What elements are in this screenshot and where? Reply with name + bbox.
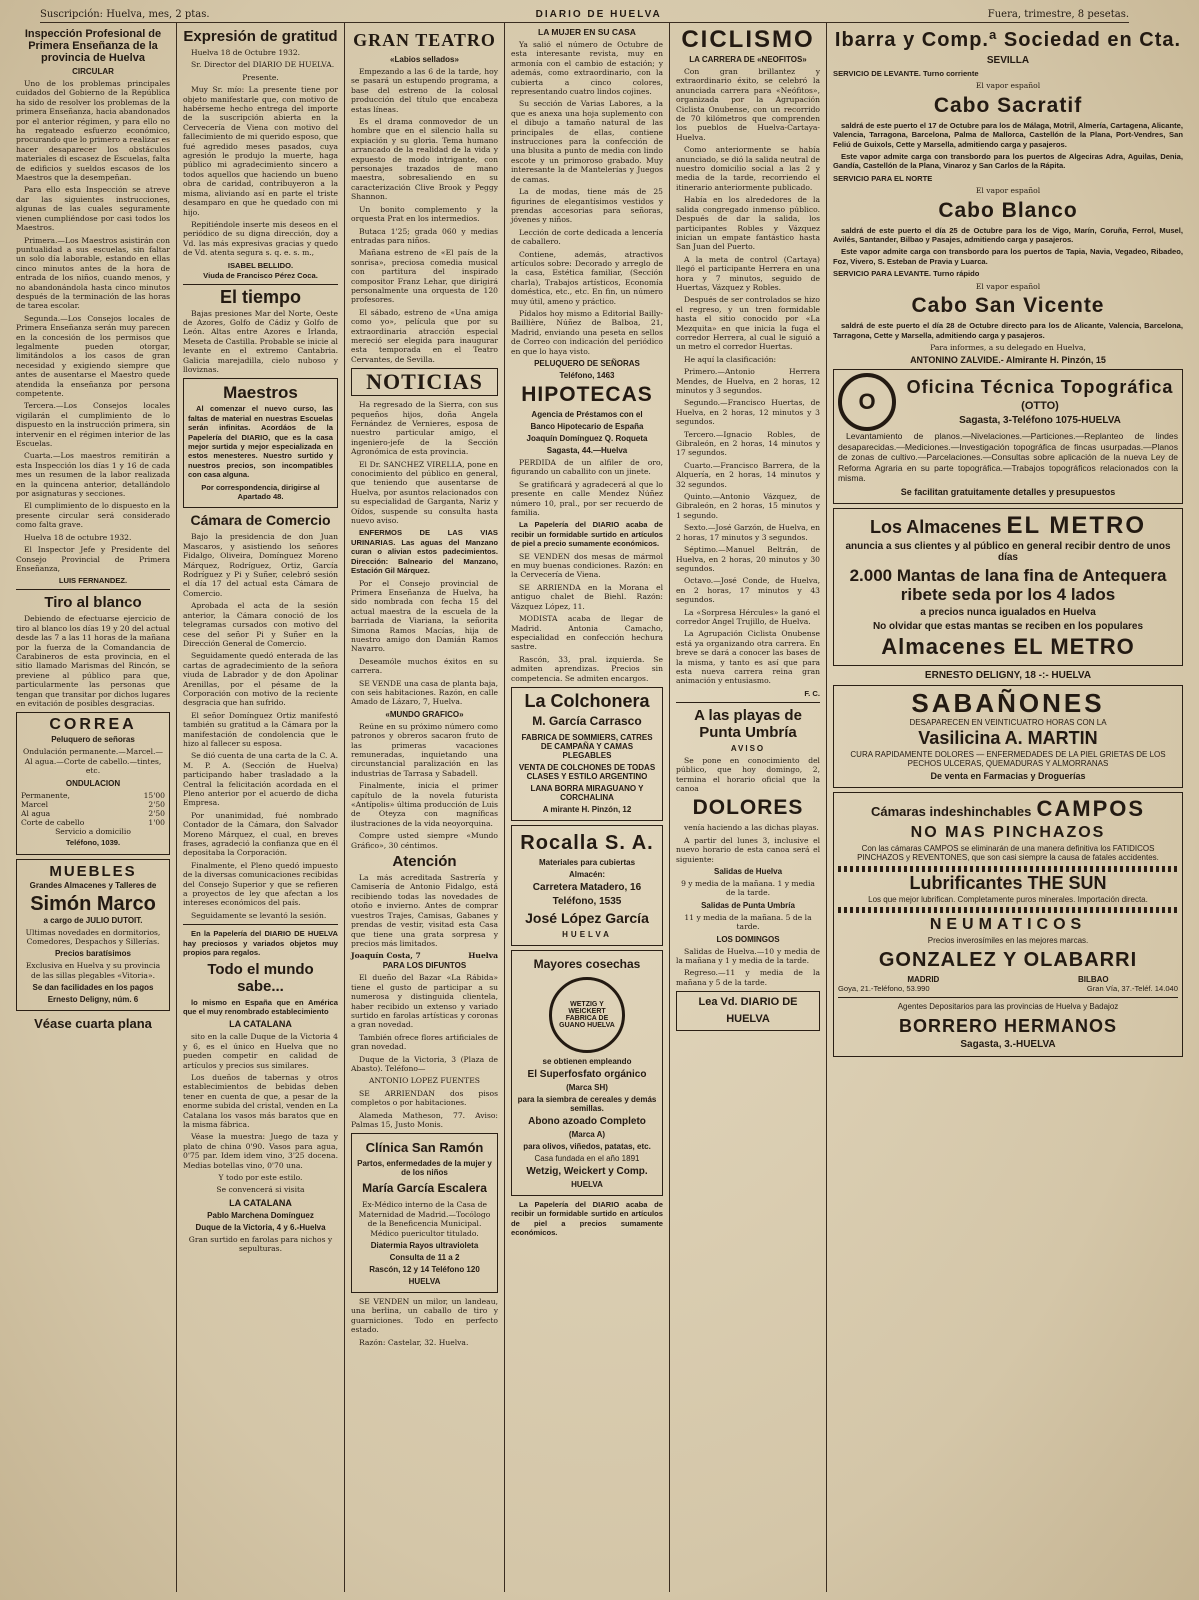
servicio-2: SERVICIO PARA EL NORTE bbox=[833, 173, 933, 183]
hipotecas-name: Joaquín Domínguez Q. Roqueta bbox=[526, 434, 648, 443]
ship1-text: saldrá de este puerto el 17 de Octubre para los de Málaga, Motril, Almería, Cartagena, Alicante, Valencia, Tarragona, Barcelona, Palma de Mallorca, Castellón de la Plana, Port-Vendres, San Feliú de Guixols, Cette y Marsella, admitiendo carga y pasajeros. bbox=[833, 120, 1183, 149]
circular-p1: Uno de los problemas principales cuidados del Gobierno de la República ha sido de resolver los problemas de la primera Enseñanza, hacia abandonados por el anterior régimen, y para ello no ha regateado esfuerzo económico, procurando que lo primero a realizar es hacer desaparecer los obstáculos materiales di escasez de Escuelas, falta de edificios y sueldos escasos de los Maestros que la desempeñan. bbox=[16, 79, 170, 183]
hipotecas-bank: Banco Hipotecario de España bbox=[530, 422, 644, 431]
metro-heading bbox=[838, 512, 1178, 540]
gratitud-p2: Repitiéndole inserte mis deseos en el periódico de su digna dirección, doy a Vd. las más expresivas gracias y quedo de Vd. atenta segura s. q. e. s. m., bbox=[183, 219, 338, 258]
masthead bbox=[40, 6, 1129, 23]
peluquero-phone: Teléfono, 1463 bbox=[559, 371, 615, 380]
mujer-p5: Contiene, además, atractivos artículos sobre: Decorado y arreglo de la casa, Estética familiar, (Sección charla), Trabajos artísticos, Economía doméstica, etc., etc. En fin, un número muy útil, ameno y práctico. bbox=[511, 249, 663, 306]
servicio-1: SERVICIO DE LEVANTE. Turno corriente bbox=[833, 69, 979, 78]
difuntos-addr: Duque de la Victoria, 3 (Plaza de Abasto). Teléfono— bbox=[351, 1054, 498, 1073]
circular-signature: LUIS FERNANDEZ. bbox=[58, 576, 128, 586]
ibarra-city: SEVILLA bbox=[986, 55, 1030, 66]
vapor-1: El vapor español bbox=[975, 81, 1041, 91]
catalana-p3: Véase la muestra: Juego de taza y plato de china 0'90. Vasos para agua, 0'75 par. Idem idem vino, 3'25 docena. Medias botellas vino, 0'70 una. bbox=[183, 1132, 338, 1170]
colchonera-text: FABRICA DE SOMMIERS, CATRES DE CAMPAÑA Y CAMAS PLEGABLES bbox=[521, 732, 653, 760]
hipotecas-title: HIPOTECAS bbox=[521, 383, 653, 406]
playas-title: A las playas de Punta Umbría bbox=[694, 706, 802, 741]
circular-date: Huelva 18 de octubre 1932. bbox=[24, 532, 132, 542]
result-8: Octavo.—José Conde, de Huelva, en 2 horas, 17 minutos y 43 segundos. bbox=[676, 576, 820, 605]
salidas-huelva: Salidas de Huelva bbox=[713, 867, 783, 877]
noticia-7: Reúne en su próximo número como patronos y obreros sacaron fruto de las primeras vacaciones remuneradas, inquietando una circunstancial paralización en las industrias de Tarrasa y Sabadell. bbox=[351, 721, 498, 778]
metro-p1: anuncia a sus clientes y al público en general recibir dentro de unos días bbox=[845, 540, 1171, 563]
colchonera-title: La Colchonera bbox=[524, 690, 650, 711]
camara-title: Cámara de Comercio bbox=[190, 512, 331, 529]
ciclismo-p3: Había en los alrededores de la salida congregado inmenso público. Después de dar la salida, los participantes Robles y Vázquez inician un empate fantástico hasta San Juan del Puerto. bbox=[676, 195, 820, 252]
result-1: Primero.—Antonio Herrera Mendes, de Huelva, en 2 horas, 12 minutos y 3 segundos. bbox=[676, 367, 820, 395]
vapor-2: El vapor español bbox=[975, 186, 1041, 196]
price-row: Marcel 2'50 bbox=[21, 799, 165, 809]
ship-cabo-blanco: Cabo Blanco bbox=[938, 198, 1078, 222]
cosechas-p3: (Marca SH) bbox=[566, 1082, 608, 1092]
cosechas-p8: Casa fundada en el año 1891 bbox=[534, 1153, 640, 1163]
result-5: Quinto.—Antonio Vázquez, de Gibraleón, en 2 horas, 15 minutos y 1 segundo. bbox=[676, 492, 820, 520]
domingos-label: LOS DOMINGOS bbox=[716, 934, 780, 944]
hipotecas-sub: Agencia de Préstamos con el bbox=[531, 410, 643, 419]
cosechas-p5: Abono azoado Completo bbox=[528, 1115, 646, 1127]
noticia-9: Compre usted siempre «Mundo Gráfico», 30 céntimos. bbox=[351, 831, 498, 850]
catalana-p2: Los dueños de tabernas y otros establecimientos de bebidas deben tener en cuenta de que, a pesar de la enorme subida del cristal, venden en La Catalana los vasos más baratos que en la misma fábrica. bbox=[183, 1072, 338, 1129]
teatro-title: GRAN TEATRO bbox=[353, 30, 496, 50]
regreso-times: Regreso.—11 y media de la mañana y 5 de la tarde. bbox=[676, 968, 820, 987]
gratitud-signature2: Viuda de Francisco Pérez Coca. bbox=[203, 270, 318, 280]
metro-footer: Almacenes EL METRO bbox=[881, 633, 1135, 659]
catalana-p1: sito en la calle Duque de la Victoria 4 y 6, es el único en Huelva que no pueden competir en calidad de artículos y precios sus similares. bbox=[183, 1032, 338, 1070]
difuntos-text2: También ofrece flores artificiales de gran novedad. bbox=[351, 1032, 498, 1052]
clinica-addr: Rascón, 12 y 14 Teléfono 120 bbox=[369, 1265, 480, 1275]
ondulacion-prices bbox=[21, 791, 165, 827]
metro-p4: No olvidar que estas mantas se reciben en los populares bbox=[872, 620, 1144, 632]
arriendan-addr: Alameda Matheson, 77. Aviso: Palmas 15, Justo Monis. bbox=[351, 1110, 498, 1129]
cosechas-p4: para la siembra de cereales y demás semillas. bbox=[517, 1094, 657, 1113]
cosechas-p6: (Marca A) bbox=[568, 1129, 606, 1139]
todo-title: Todo el mundo sabe... bbox=[207, 960, 314, 995]
clinica-extra: Diatermia Rayos ultravioleta bbox=[370, 1241, 479, 1251]
neumaticos-title: NEUMATICOS bbox=[929, 916, 1087, 934]
tiempo-text: Bajas presiones Mar del Norte, Oeste de Azores, Golfo de Cádiz y Golfo de León. Altas entre Azores e Irlanda, Meseta de Castilla. Probable se inicie al levante en el extremo Cantabria. Galicia marejadilla, cielo nuboso y lloviznas. bbox=[183, 308, 338, 374]
campos-ad bbox=[833, 792, 1183, 1058]
modista-text: MODISTA acaba de llegar de Madrid. Antonia Camacho, especialidad en confección hechura sastre. bbox=[511, 614, 663, 652]
ondulacion-title: ONDULACION bbox=[65, 778, 121, 788]
result-3: Tercero.—Ignacio Robles, de Gibraleón, en 2 horas, 14 minutos y 17 segundos. bbox=[676, 429, 820, 458]
catalana-footer: Gran surtido en farolas para nichos y sepulturas. bbox=[188, 1234, 333, 1254]
gonzalez-cities: MADRID BILBAO bbox=[907, 975, 1109, 985]
camara-p5: Se dió cuenta de una carta de la C. A. M. P. A. (Sección de Huelva) participando haber trasladado a la Central la felicitación acordada en el Pleno anterior por el acuerdo de dicha Empresa. bbox=[183, 751, 338, 808]
masthead-title: DIARIO DE HUELVA bbox=[535, 8, 662, 20]
ciclismo-p2: Como anteriormente se había anunciado, se dió la salida neutral de nuestro domicilio social a las 2 y media de la tarde, recorriendo el itinerario anteriormente publicado. bbox=[676, 145, 820, 192]
colchonera-text2: VENTA DE COLCHONES DE TODAS CLASES Y ESTILO ARGENTINO bbox=[518, 762, 656, 781]
noticias-header bbox=[351, 368, 498, 396]
divider bbox=[838, 997, 1178, 998]
circular-title: Inspección Profesional de Primera Enseñanza de la provincia de Huelva bbox=[24, 28, 162, 64]
difuntos-owner: ANTONIO LOPEZ FUENTES bbox=[369, 1076, 480, 1086]
oficina-addr: Sagasta, 3-Teléfono 1075-HUELVA bbox=[959, 415, 1121, 427]
ship2-text: saldrá de este puerto el día 25 de Octubre para los de Vigo, Marín, Coruña, Ferrol, Musel, Avilés, Santander, Bilbao y Pasajes, admitiendo carga y pasajeros. bbox=[833, 225, 1183, 245]
gonzalez-title: GONZALEZ Y OLABARRI bbox=[878, 949, 1138, 972]
clinica-consult: Consulta de 11 a 2 bbox=[389, 1253, 460, 1263]
ciclismo-p1: Con gran brillantez y extraordinario éxito, se celebró la anunciada carrera para «Neófitos», organizada por la Agrupación Ciclista Onubense, con un recorrido de 70 kilómetros que comprenden los pueblos de Huelva-Cartaya-Huelva. bbox=[676, 67, 820, 142]
modista-text2: Rascón, 33, pral. izquierda. Se admiten aprendizas. Precios sin competencia. Se admiten encargos. bbox=[511, 654, 663, 683]
ciclismo-sub: LA CARRERA DE «NEOFITOS» bbox=[689, 55, 807, 64]
servicio-3: SERVICIO PARA LEVANTE. Turno rápido bbox=[833, 269, 980, 279]
camara-p8: Seguidamente se levantó la sesión. bbox=[191, 910, 327, 920]
vende-text: SE VENDEN un milor, un landeau, una berlina, un caballo de tiro y guarniciones. Todo en perfecto estado. bbox=[351, 1297, 498, 1335]
mujer-title: LA MUJER EN SU CASA bbox=[538, 27, 636, 37]
teatro-p5: Mañana estreno de «El país de la sonrisa», preciosa comedia musical con partitura del inspirado compositor Franz Lehar, que dirigirá personalmente una orquesta de 120 profesores. bbox=[351, 248, 498, 305]
column-5 bbox=[670, 22, 827, 1592]
rocalla-phone: Teléfono, 1535 bbox=[552, 895, 622, 907]
tiro-title: Tiro al blanco bbox=[44, 594, 142, 612]
catalana-title: LA CATALANA bbox=[229, 1019, 292, 1030]
papeleria-footer: La Papelería del DIARIO acaba de recibir un formidable surtido en artículos de piel a precios sumamente económicos. bbox=[511, 1199, 663, 1238]
noticia-1: Ha regresado de la Sierra, con sus pequeños hijos, doña Angela Fernández de Vernieres, esposa de nuestro particular amigo, el ingeniero-jefe de la Sección Agronómica de esta provincia. bbox=[351, 400, 498, 457]
result-2: Segundo.—Francisco Huertas, de Huelva, en 2 horas, 12 minutos y 3 segundos. bbox=[676, 398, 820, 427]
papeleria-text: La Papelería del DIARIO acaba de recibir un formidable surtido en artículos de piel a precio sumamente económicos. bbox=[511, 520, 663, 549]
difuntos-text: El dueño del Bazar «La Rábida» tiene el gusto de participar a su numerosa y distinguida clientela, haber recibido un extenso y variado surtido en farolas artísticas y coronas a gran novedad. bbox=[351, 973, 498, 1030]
circular-p2: Para ello esta Inspección se atreve dar las siguientes instrucciones, algunas de las cuales seguramente vienen cumpliéndose por casi todos los Maestros. bbox=[16, 185, 170, 233]
column-2 bbox=[177, 22, 345, 1592]
ciclismo-p7: La Agrupación Ciclista Onubense está ya organizando otra carrera. En breve se dará a conocer las bases de la misma, y tanto es así que para esta nueva carrera reina gran animación y entusiasmo. bbox=[676, 629, 820, 686]
colchonera-name: M. García Carrasco bbox=[532, 713, 642, 728]
sabanones-name: Vasilicina A. MARTIN bbox=[918, 727, 1098, 748]
salidas-huelva-times: 9 y media de la mañana. 1 y media de la tarde. bbox=[681, 879, 815, 898]
sun-text: Los que mejor lubrifican. Completamente puros minerales. Importación directa. bbox=[868, 894, 1148, 904]
cosechas-p7: para olivos, viñedos, patatas, etc. bbox=[523, 1141, 651, 1151]
sabanones-title: SABAÑONES bbox=[911, 687, 1105, 718]
playas-p2: venía haciendo a las dichas playas. bbox=[684, 823, 819, 833]
cosechas-name: Wetzig, Weickert y Comp. bbox=[526, 1165, 648, 1177]
see-fourth-page: Véase cuarta plana bbox=[34, 1016, 152, 1032]
ibarra-title: Ibarra y Comp.ª Sociedad en Cta. bbox=[834, 29, 1182, 51]
divider bbox=[183, 924, 338, 925]
gonzalez-addresses: Goya, 21.-Teléfono, 53.990 Gran Vía, 37.-Teléf. 14.040 bbox=[838, 984, 1178, 994]
rocalla-addr: Carretera Matadero, 16 bbox=[532, 881, 642, 893]
muebles-sub: Grandes Almacenes y Talleres de bbox=[29, 880, 157, 890]
papeleria-text: En la Papelería del DIARIO DE HUELVA hay preciosos y variados objetos muy propios para regalos. bbox=[183, 929, 338, 958]
wetzig-seal: WETZIG Y WEICKERT FABRICA DE GUANO HUELVA bbox=[549, 977, 625, 1053]
teatro-p4: Butaca 1'25; grada 060 y medias entradas para niños. bbox=[351, 226, 498, 245]
ship2-text2: Este vapor admite carga con transbordo para los puertos de Tapia, Navia, Vegadeo, Ribadeo, Foz, Vivero, S. Esteban de Pravia y Luarca. bbox=[833, 247, 1183, 266]
maestros-footer: Por correspondencia, dirigirse al Apartado 48. bbox=[201, 482, 320, 502]
campos-sub: NO MAS PINCHAZOS bbox=[910, 823, 1106, 841]
muebles-cargo: a cargo de JULIO DUTOIT. bbox=[43, 915, 143, 925]
perdida-text2: Se gratificará y agradecerá al que lo presente en calle Mendez Núñez número 10, pral., por ser recuerdo de familia. bbox=[511, 479, 663, 518]
arriendan-text: SE ARRIENDAN dos pisos completos o por habitaciones. bbox=[351, 1088, 498, 1108]
atencion-title: Atención bbox=[392, 853, 457, 871]
metro-p3: a precios nunca igualados en Huelva bbox=[920, 606, 1096, 618]
tiempo-title: El tiempo bbox=[219, 286, 301, 307]
clinica-sub: Partos, enfermedades de la mujer y de los niños bbox=[357, 1159, 492, 1178]
sabanones-footer: De venta en Farmacias y Droguerías bbox=[930, 770, 1086, 781]
mujer-p2: Su sección de Varias Labores, a la que es anexa una hoja suplemento con el dibujo a tamaño natural de las principales de ellas, contiene instrucciones para la confección de una blusita a punto de media con lindo escote y un primoroso grabado. Muy interesante la de Mantelerías y Juegos de camas. bbox=[511, 99, 663, 184]
cosechas-city: HUELVA bbox=[571, 1179, 603, 1189]
noticia-3: ENFERMOS DE LAS VIAS URINARIAS. Las aguas del Manzano curan o alivian estos padecimientos. Dirección: Balneario del Manzano, Estación Gil Márquez. bbox=[351, 528, 498, 576]
salidas-punta: Salidas de Punta Umbría bbox=[701, 900, 795, 910]
noticia-8: Finalmente, inicia el primer capítulo de la novela futurista «Antípolis» última producción de Luis de Oteyza con magníficas ilustraciones de la vida neoyorquina. bbox=[351, 781, 498, 828]
muebles-facil: Se dan facilidades en los pagos bbox=[32, 983, 154, 993]
noticia-2: El Dr. SANCHEZ VIRELLA, pone en conocimiento del público en general, que teniendo que ausentarse de Huelva, por asuntos relacionados con su especialidad de Garganta, Nariz y Oídos, suspende su consulta hasta nuevo aviso. bbox=[351, 459, 498, 526]
result-4: Cuarto.—Francisco Barrera, de la Alquería, en 2 horas, 14 minutos y 32 segundos. bbox=[676, 460, 820, 489]
gratitud-salutation: Sr. Director del DIARIO DE HUELVA. bbox=[191, 60, 335, 70]
clinica-city: HUELVA bbox=[408, 1277, 441, 1287]
borrero-title: BORRERO HERMANOS bbox=[898, 1016, 1117, 1037]
divider bbox=[16, 589, 170, 590]
muebles-text: Ultimas novedades en dormitorios, Comedores, Despachos y Sillerías. bbox=[25, 927, 161, 946]
campos-text: Con las cámaras CAMPOS se eliminarán de una manera definitiva los FATIDICOS PINCHAZOS y REVENTONES, que son casi siempre la causa de fatales accidentes. bbox=[857, 843, 1159, 863]
vende-mesas: SE VENDEN dos mesas de mármol en muy buenas condiciones. Razón: en la Cervecería de Viena. bbox=[511, 551, 663, 580]
muebles-excl: Exclusiva en Huelva y su provincia de las sillas plegables «Vitoria». bbox=[25, 961, 161, 980]
columns bbox=[10, 22, 1189, 1592]
muebles-ad bbox=[16, 859, 170, 1012]
camara-p6: Por unanimidad, fué nombrado Contador de la Cámara, don Salvador Moreno Márquez, el cual, en breves frases, agradeció la confianza que en él depositaba la Corporación. bbox=[183, 810, 338, 858]
aviso-label: AVISO bbox=[730, 743, 766, 753]
circular-p7: El cumplimiento de lo dispuesto en la presente circular será considerado como falta grave. bbox=[16, 501, 170, 530]
arrienda-text: SE ARRIENDA en la Morana el antiguo chalet de Biehl. Razón: Vázquez López, 11. bbox=[511, 582, 663, 611]
metro-addr: ERNESTO DELIGNY, 18 -:- HUELVA bbox=[924, 669, 1092, 681]
campos-title-b: CAMPOS bbox=[1036, 795, 1146, 821]
noticia-5: Deseamóle muchos éxitos en su carrera. bbox=[351, 656, 498, 676]
teatro-p1: Empezando a las 6 de la tarde, hoy se pasará un estupendo programa, a base del estreno de la colosal producción del título que encabeza estas líneas. bbox=[351, 67, 498, 114]
price-row: Corte de cabello 1'00 bbox=[21, 817, 165, 827]
maestros-text: Al comenzar el nuevo curso, las faltas de material en nuestras Escuelas serán infinitas. Acordáos de la Papelería del DIARIO, que es la casa mejor surtida y mejor especializada en estos menesteres. Nuestro surtido y nuestros precios, son incompatibles con casa alguna. bbox=[188, 404, 333, 480]
clinica-title: Clínica San Ramón bbox=[365, 1140, 484, 1156]
muebles-addr: Ernesto Deligny, núm. 6 bbox=[47, 995, 139, 1005]
colchonera-ad bbox=[511, 687, 663, 821]
teatro-p6: El sábado, estreno de «Una amiga como yo», película que por su extraordinaria atracción especial mereció ser elegida para inaugurar esta temporada en el Teatro Cervantes, de Sevilla. bbox=[351, 307, 498, 364]
mundo-title: «MUNDO GRAFICO» bbox=[385, 709, 464, 719]
maestros-title: Maestros bbox=[223, 383, 298, 403]
rocalla-title: Rocalla S. A. bbox=[520, 831, 654, 854]
teatro-p2: Es el drama conmovedor de un hombre que en el silencio halla su expiación y su gloria. Tema humano arrancado de la realidad de la vida y expuesto de modo intrigante, con personajes trazados de mano maestra, sobresaliendo en su caracterización Clive Brook y Peggy Shannon. bbox=[351, 117, 498, 202]
salidas-punta-times: 11 y media de la mañana. 5 de la tarde. bbox=[684, 912, 812, 932]
borrero-addr: Sagasta, 3.-HUELVA bbox=[960, 1039, 1056, 1051]
muebles-prices: Precios baratísimos bbox=[54, 949, 132, 959]
rocalla-ad bbox=[511, 825, 663, 946]
noticias-title: NOTICIAS bbox=[366, 369, 483, 395]
result-7: Séptimo.—Manuel Beltrán, de Huelva, en 2 horas, 20 minutos y 30 segundos. bbox=[676, 545, 820, 573]
peluquero-title: PELUQUERO DE SEÑORAS bbox=[534, 359, 640, 368]
circular-p6: Cuarta.—Los maestros remitirán a esta Inspección los días 1 y 16 de cada mes un resumen de la labor realizada en la quincena anterior, detallándolo por asignaturas y secciones. bbox=[16, 451, 170, 499]
hipotecas-addr: Sagasta, 44.—Huelva bbox=[546, 446, 628, 455]
catalana-title2: LA CATALANA bbox=[229, 1197, 292, 1208]
gonzalez-agents: Agentes Depositarios para las provincias de Huelva y Badajoz bbox=[897, 1002, 1119, 1012]
domingos-times: Salidas de Huelva.—10 y media de la mañana y 1 y media de la tarde. bbox=[676, 946, 820, 966]
mujer-p1: Ya salió el número de Octubre de esta interesante revista, muy en armonía con el cambio de estación; y además, como extraordinario, con la cubierta a cinco colores, representando cuatro lindos cojines. bbox=[511, 40, 663, 97]
sun-title: Lubrificantes THE SUN bbox=[909, 872, 1107, 893]
masthead-subscription: Suscripción: Huelva, mes, 2 ptas. bbox=[40, 8, 210, 20]
price-row: Permanente, 15'00 bbox=[21, 790, 165, 800]
gratitud-date: Huelva 18 de Octubre 1932. bbox=[191, 48, 301, 57]
metro-title-b: EL METRO bbox=[1006, 511, 1147, 539]
ship-cabo-san-vicente: Cabo San Vicente bbox=[911, 294, 1105, 318]
price-row: Al agua 2'50 bbox=[21, 808, 165, 818]
column-1 bbox=[10, 22, 177, 1592]
correa-title: CORREA bbox=[49, 716, 137, 734]
tiro-text: Debiendo de efectuarse ejercicio de tiro al blanco los días 19 y 20 del actual desde las 7 a las 11 horas de la mañana por la fuerza de la Comandancia de Carabineros de esta provincia, en el sitio llamado Marismas del Rincón, se previene al público para que, particularmente las personas que tengan que transitar por dichos lugares en evitación de posibles desgracias. bbox=[16, 614, 170, 708]
correa-text: Ondulación permanente.—Marcel.—Al agua.—Corte de cabello.—tintes, etc. bbox=[22, 747, 164, 776]
teatro-p3: Un bonito complemento y la orquesta Prat en los intermedios. bbox=[351, 204, 498, 224]
results-title: He aquí la clasificación: bbox=[684, 354, 777, 364]
oficina-heading bbox=[902, 375, 1178, 429]
colchonera-addr: A mirante H. Pinzón, 12 bbox=[542, 804, 632, 814]
masthead-price: Fuera, trimestre, 8 pesetas. bbox=[987, 8, 1129, 20]
playas-p3: A partir del lunes 3, inclusive el nuevo horario de esta canoa será el siguiente: bbox=[676, 835, 820, 864]
clinica-text: Ex-Médico interno de la Casa de Maternidad de Madrid.—Tocólogo de la Beneficencia Municipal. Médico puericultor titulado. bbox=[358, 1200, 491, 1238]
column-6 bbox=[827, 22, 1189, 1592]
catalana-p4: Y todo por este estilo. bbox=[218, 1173, 303, 1182]
informes: Para informes, a su delegado en Huelva, bbox=[930, 342, 1086, 352]
gratitud-presente: Presente. bbox=[242, 72, 279, 82]
muebles-title: MUEBLES bbox=[49, 862, 137, 880]
column-3 bbox=[345, 22, 505, 1592]
oficina-title: Oficina Técnica Topográfica bbox=[906, 377, 1174, 398]
divider bbox=[838, 907, 1178, 913]
colchonera-text3: LANA BORRA MIRAGUANO Y CORCHALINA bbox=[530, 783, 644, 802]
clinica-name: María García Escalera bbox=[362, 1181, 487, 1196]
ship3-text: saldrá de este puerto el día 28 de Octubre directo para los de Alicante, Valencia, Barcelona, Tarragona, Cette y Marsella, admitiendo carga y pasajeros. bbox=[833, 321, 1183, 340]
sabanones-ad bbox=[833, 685, 1183, 788]
column-4 bbox=[505, 22, 670, 1592]
campos-heading bbox=[838, 796, 1178, 822]
circular-p4: Segunda.—Los Consejos locales de Primera Enseñanza serán muy parecen en la concesión de los permisos que legalmente pueden otorgar, limitándolos a los casos de gran necesidad y exigiendo siempre que antes de ausentarse el Maestro quede atendida la enseñanza por persona competente. bbox=[16, 313, 170, 398]
ship1-text2: Este vapor admite carga con transbordo para los puertos de Algeciras Adra, Aguilas, Denia, Gandía, Castellón de la Plana, Vinaroz y San Carlos de la Rápita. bbox=[833, 152, 1183, 171]
camara-p7: Finalmente, el Pleno quedó impuesto de la diversas comunicaciones recibidas del Consejo Superior y que se refieren a proyectos de ley que afectan a los intereses económicos del país. bbox=[183, 860, 338, 908]
gratitud-p1: Muy Sr. mío: La presente tiene por objeto manifestarle que, con motivo de habérseme hecho entrega del importe de la suscripción abierta en la Cervecería de Viena con motivo del fallecimiento de mi querido esposo, que fué agredido meses pasados, cuya agresión le produjo la muerte, haga público mi agradecimiento sincero a todos aquellos que haciendo un bueno obra de caridad, contribuyeron a la misma, aliviando así en parte el triste desamparo en que he quedado con mi hijo. bbox=[183, 85, 338, 217]
divider bbox=[183, 284, 338, 285]
ciclismo-p5: Después de ser controlados se hizo el regreso, y un tren formidable hasta el sitio conocido por «La Mezquita» en que inicia la fuga el corredor Herrera, al cual le siguió a un metro el corredor Huertas. bbox=[676, 295, 820, 352]
teatro-sub: «Labios sellados» bbox=[390, 55, 459, 64]
result-6: Sexto.—José Garzón, de Huelva, en 2 horas, 17 minutos y 3 segundos. bbox=[676, 523, 820, 542]
atencion-text: La más acreditada Sastrería y Camisería de Antonio Fidalgo, está recibiendo todas las novedades de otoño e invierno. Antes de comprar vuestros Trajes, Camisas, Gabanes y prendas de vestir, visitad esta Casa que tiene una grata sorpresa y precios más limitados. bbox=[351, 873, 498, 948]
oficina-footer: Se facilitan gratuitamente detalles y presupuestos bbox=[900, 486, 1116, 497]
ciclismo-p4: A la meta de control (Cartaya) llegó el participante Herrera en una hora y 7 minutos, seguido de Huertas, Vázquez y Robles. bbox=[676, 254, 820, 292]
cosechas-ad bbox=[511, 950, 663, 1196]
mujer-p3: La de modas, tiene más de 25 figurines de elegantísimos vestidos y prendas accesorias para señoras, jóvenes y niños. bbox=[511, 187, 663, 225]
correa-phone: Teléfono, 1039. bbox=[65, 837, 121, 847]
informes-name: ANTONINO ZALVIDE.- Almirante H. Pinzón, 15 bbox=[910, 355, 1106, 366]
metro-p2: 2.000 Mantas de lana fina de Antequera ribete seda por los 4 lados bbox=[849, 565, 1167, 604]
oficina-sub: (OTTO) bbox=[1021, 400, 1059, 413]
vapor-3: El vapor español bbox=[975, 281, 1041, 291]
otto-logo-icon: O bbox=[838, 373, 896, 431]
neumaticos-text: Precios inverosímiles en las mejores marcas. bbox=[927, 936, 1089, 946]
dolores-name: DOLORES bbox=[692, 796, 804, 820]
metro-ad bbox=[833, 508, 1183, 666]
maestros-ad bbox=[183, 378, 338, 508]
circular-sig-line: El Inspector Jefe y Presidente del Consejo Provincial de Primera Enseñanza, bbox=[16, 545, 170, 573]
cosechas-p2: El Superfosfato orgánico bbox=[527, 1068, 647, 1080]
catalana-p5: Se convencerá si visita bbox=[216, 1185, 305, 1195]
mujer-p4: Lección de corte dedicada a lencería de caballero. bbox=[511, 227, 663, 247]
oficina-ad bbox=[833, 369, 1183, 504]
ship-cabo-sacratif: Cabo Sacratif bbox=[933, 93, 1083, 117]
noticia-6: SE VENDE una casa de planta baja, con seis habitaciones. Razón, en calle Amado de Lázaro, 7, Huelva. bbox=[351, 678, 498, 707]
difuntos-title: PARA LOS DIFUNTOS bbox=[382, 961, 467, 971]
camara-p3: Seguidamente quedó enterada de las cartas de agradecimiento de la señora viuda de Labrador y de don Apolinar Arenillas, por el pésame de la Corporación con motivo de la reciente desgracia que han sufrido. bbox=[183, 651, 338, 708]
sabanones-sub: DESAPARECEN EN VEINTICUATRO HORAS CON LA bbox=[909, 717, 1107, 727]
lea-diario: Lea Vd. DIARIO DE HUELVA bbox=[698, 996, 798, 1026]
atencion-address: Joaquín Costa, 7 Huelva bbox=[351, 951, 498, 961]
correa-ad bbox=[16, 712, 170, 854]
ciclismo-p6: La «Sorpresa Hércules» la ganó el corredor Angel Trujillo, de Huelva. bbox=[676, 607, 820, 626]
rocalla-city: HUELVA bbox=[562, 929, 612, 939]
oficina-text: Levantamiento de planos.—Nivelaciones.—Particiones.—Replanteo de lindes desaparecidas.—Mediciones.—Investigación topográfica de fincas usurpadas.—Planos de zonas de cultivo.—Parcelaciones.—Consultas sobre aplicación de la nueva Ley de Reforma Agraria en su parte topográfica.—Trabajos topográficos relacionados con la misma. bbox=[838, 431, 1178, 484]
lea-diario-box bbox=[676, 991, 820, 1031]
rocalla-almacen: Almacén: bbox=[568, 869, 605, 879]
clinica-ad bbox=[351, 1133, 498, 1293]
cosechas-p1: se obtienen empleando bbox=[542, 1056, 632, 1066]
mujer-p6: Pídalos hoy mismo a Editorial Bailly-Baillière, Núñez de Balboa, 21, Madrid, enviando una peseta en sellos de Correo con indicación del periódico en que lo haya visto. bbox=[511, 308, 663, 356]
sabanones-text: CURA RAPIDAMENTE DOLORES — ENFERMEDADES DE LA PIEL GRIETAS DE LOS PECHOS ULCERAS, QUEMADURAS Y ALMORRANAS bbox=[850, 749, 1166, 768]
camara-p1: Bajo la presidencia de don Juan Mascaros, y asistiendo los señores Fidalgo, Oliveira, Domínguez Moreno Márquez, Rodríguez, Ortiz, García Rodríguez y Pi y Suñer, celebró sesión el día 17 del actual esta Cámara de Comercio. bbox=[183, 532, 338, 598]
rocalla-name: José López García bbox=[525, 909, 649, 926]
divider bbox=[838, 866, 1178, 872]
vende-addr: Razón: Castelar, 32. Huelva. bbox=[359, 1337, 469, 1347]
noticia-4: Por el Consejo provincial de Primera Enseñanza de Huelva, ha sido nombrada con fecha 15 del actual maestra de la escuela de la barriada de Viariana, la señorita Simona Ramos Macías, hija de nuestro amigo don Damián Ramos Navarro. bbox=[351, 578, 498, 654]
catalana-owner: Pablo Marchena Domínguez bbox=[207, 1210, 314, 1220]
muebles-name: Simón Marco bbox=[30, 892, 156, 915]
circular-subtitle: CIRCULAR bbox=[72, 67, 114, 76]
cosechas-title: Mayores cosechas bbox=[533, 956, 641, 971]
rocalla-sub: Materiales para cubiertas bbox=[538, 857, 636, 867]
circular-p5: Tercera.—Los Consejos locales vigilarán el cumplimiento de lo dispuesto en la instrucción primera, sin intervenir en el régimen interior de las Escuelas. bbox=[16, 401, 170, 449]
playas-p1: Se pone en conocimiento del público, que hoy domingo, 2, termina el horario oficial que la canoa bbox=[676, 755, 820, 793]
divider bbox=[676, 702, 820, 703]
ciclismo-title: CICLISMO bbox=[681, 26, 815, 53]
campos-title-a: Cámaras indeshinchables bbox=[870, 803, 1032, 819]
ciclismo-sign: F. C. bbox=[804, 688, 820, 698]
camara-p4: El señor Domínguez Ortiz manifestó también su gratitud a la Cámara por la manifestación de condolencia que le hizo al fallecer su esposa. bbox=[183, 710, 338, 748]
circular-p3: Primera.—Los Maestros asistirán con puntualidad a sus escuelas, sin faltar un solo día laborable, estando en ellas cinco minutos antes de la hora de entrada de los niños, cuando menos, y no abandonándola hasta cinco minutos después de la terminación de las horas de tarea escolar. bbox=[16, 235, 170, 311]
correa-sub: Peluquero de señoras bbox=[51, 735, 135, 745]
gratitud-signature: ISABEL BELLIDO. bbox=[227, 260, 294, 270]
todo-text: lo mismo en España que en América que el muy renombrado establecimiento bbox=[183, 997, 338, 1016]
metro-title-a: Los Almacenes bbox=[869, 516, 1002, 537]
correa-footer: Servicio a domicilio bbox=[55, 826, 131, 836]
catalana-addr: Duque de la Victoria, 4 y 6.-Huelva bbox=[195, 1222, 326, 1232]
perdida-text: PERDIDA de un alfiler de oro, figurando un caballito con un jinete. bbox=[511, 458, 663, 477]
gratitud-title: Expresión de gratitud bbox=[183, 28, 338, 45]
oficina-header bbox=[838, 373, 1178, 431]
camara-p2: Aprobada el acta de la sesión anterior, la Cámara conoció de los telegramas cursados con motivo del cese del señor Pi y Suñer en la Dirección General de Comercio. bbox=[183, 601, 338, 648]
